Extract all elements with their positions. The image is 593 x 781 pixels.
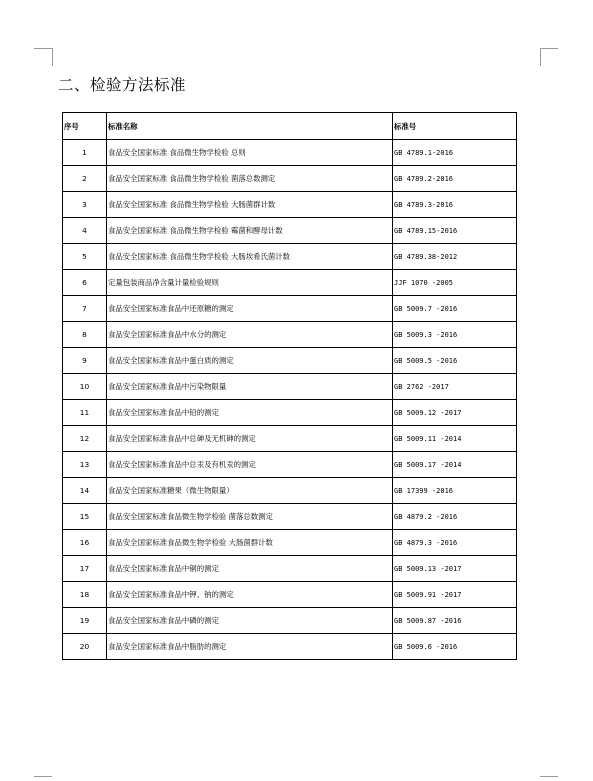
cell-no: 15 (63, 504, 107, 530)
table-row (63, 218, 517, 244)
cell-code: GB 5009.11 -2014 (393, 426, 517, 452)
cell-code: JJF 1070 -2005 (393, 270, 517, 296)
cell-code: GB 5009.7 -2016 (393, 296, 517, 322)
cell-no: 20 (63, 634, 107, 660)
table-row (63, 192, 517, 218)
cell-code: GB 4789.2-2016 (393, 166, 517, 192)
header-code: 标准号 (393, 113, 517, 140)
header-name: 标准名称 (107, 113, 393, 140)
cell-no: 12 (63, 426, 107, 452)
cell-no: 10 (63, 374, 107, 400)
table-row (63, 270, 517, 296)
cell-name: 食品安全国家标准食品微生物学检验 大肠菌群计数 (107, 530, 393, 556)
cell-no: 8 (63, 322, 107, 348)
crop-mark-top-right-v (540, 48, 541, 66)
crop-mark-top-left-v (52, 48, 53, 66)
cell-code: GB 5009.6 -2016 (393, 634, 517, 660)
cell-name: 食品安全国家标准食品微生物学检验 菌落总数测定 (107, 504, 393, 530)
cell-no: 2 (63, 166, 107, 192)
table-body (63, 140, 517, 660)
cell-name: 食品安全国家标准食品中铜的测定 (107, 556, 393, 582)
section-heading: 二、检验方法标准 (58, 76, 187, 94)
cell-name: 食品安全国家标准食品中钾、钠的测定 (107, 582, 393, 608)
table-row (63, 296, 517, 322)
standards-table (62, 112, 517, 660)
cell-no: 16 (63, 530, 107, 556)
cell-no: 4 (63, 218, 107, 244)
crop-mark-top-right-h (540, 48, 558, 49)
table-row (63, 348, 517, 374)
cell-code: GB 2762 -2017 (393, 374, 517, 400)
cell-code: GB 5009.13 -2017 (393, 556, 517, 582)
cell-name: 食品安全国家标准食品中总汞及有机汞的测定 (107, 452, 393, 478)
cell-name: 食品安全国家标准食品中脂肪的测定 (107, 634, 393, 660)
header-no: 序号 (63, 113, 107, 140)
cell-name: 食品安全国家标准糖果（微生物限量） (107, 478, 393, 504)
cell-name: 食品安全国家标准食品中磷的测定 (107, 608, 393, 634)
cell-no: 6 (63, 270, 107, 296)
cell-name: 食品安全国家标准食品中污染物限量 (107, 374, 393, 400)
cell-name: 定量包装商品净含量计量检验规则 (107, 270, 393, 296)
table-row (63, 634, 517, 660)
cell-no: 9 (63, 348, 107, 374)
table-row (63, 140, 517, 166)
cell-no: 18 (63, 582, 107, 608)
table-row (63, 374, 517, 400)
table-row (63, 556, 517, 582)
cell-code: GB 4879.2 -2016 (393, 504, 517, 530)
cell-name: 食品安全国家标准 食品微生物学检验 大肠埃希氏菌计数 (107, 244, 393, 270)
cell-no: 5 (63, 244, 107, 270)
table-row (63, 244, 517, 270)
cell-code: GB 5009.3 -2016 (393, 322, 517, 348)
cell-name: 食品安全国家标准食品中铅的测定 (107, 400, 393, 426)
table-header-row (63, 113, 517, 140)
cell-code: GB 5009.87 -2016 (393, 608, 517, 634)
cell-no: 13 (63, 452, 107, 478)
cell-name: 食品安全国家标准 食品微生物学检验 大肠菌群计数 (107, 192, 393, 218)
cell-no: 7 (63, 296, 107, 322)
cell-name: 食品安全国家标准食品中还原糖的测定 (107, 296, 393, 322)
crop-mark-top-left-h (34, 48, 52, 49)
cell-name: 食品安全国家标准 食品微生物学检验 菌落总数测定 (107, 166, 393, 192)
table-row (63, 582, 517, 608)
table-row (63, 400, 517, 426)
cell-name: 食品安全国家标准 食品微生物学检验 总则 (107, 140, 393, 166)
cell-code: GB 5009.91 -2017 (393, 582, 517, 608)
table-row (63, 426, 517, 452)
cell-code: GB 5009.12 -2017 (393, 400, 517, 426)
cell-no: 14 (63, 478, 107, 504)
crop-mark-bottom-right-h (540, 776, 558, 777)
cell-no: 19 (63, 608, 107, 634)
table-row (63, 608, 517, 634)
cell-name: 食品安全国家标准食品中水分的测定 (107, 322, 393, 348)
cell-code: GB 4789.15-2016 (393, 218, 517, 244)
table-row (63, 478, 517, 504)
cell-no: 3 (63, 192, 107, 218)
table-row (63, 322, 517, 348)
cell-code: GB 5009.5 -2016 (393, 348, 517, 374)
cell-name: 食品安全国家标准食品中总砷及无机砷的测定 (107, 426, 393, 452)
cell-no: 17 (63, 556, 107, 582)
cell-name: 食品安全国家标准食品中蛋白质的测定 (107, 348, 393, 374)
cell-no: 1 (63, 140, 107, 166)
table-row (63, 166, 517, 192)
cell-code: GB 5009.17 -2014 (393, 452, 517, 478)
crop-mark-bottom-left-h (34, 776, 52, 777)
table-row (63, 504, 517, 530)
cell-code: GB 4879.3 -2016 (393, 530, 517, 556)
cell-code: GB 4789.3-2016 (393, 192, 517, 218)
cell-no: 11 (63, 400, 107, 426)
table-row (63, 530, 517, 556)
cell-code: GB 4789.38-2012 (393, 244, 517, 270)
cell-code: GB 4789.1-2016 (393, 140, 517, 166)
cell-code: GB 17399 -2016 (393, 478, 517, 504)
table-row (63, 452, 517, 478)
cell-name: 食品安全国家标准 食品微生物学检验 霉菌和酵母计数 (107, 218, 393, 244)
